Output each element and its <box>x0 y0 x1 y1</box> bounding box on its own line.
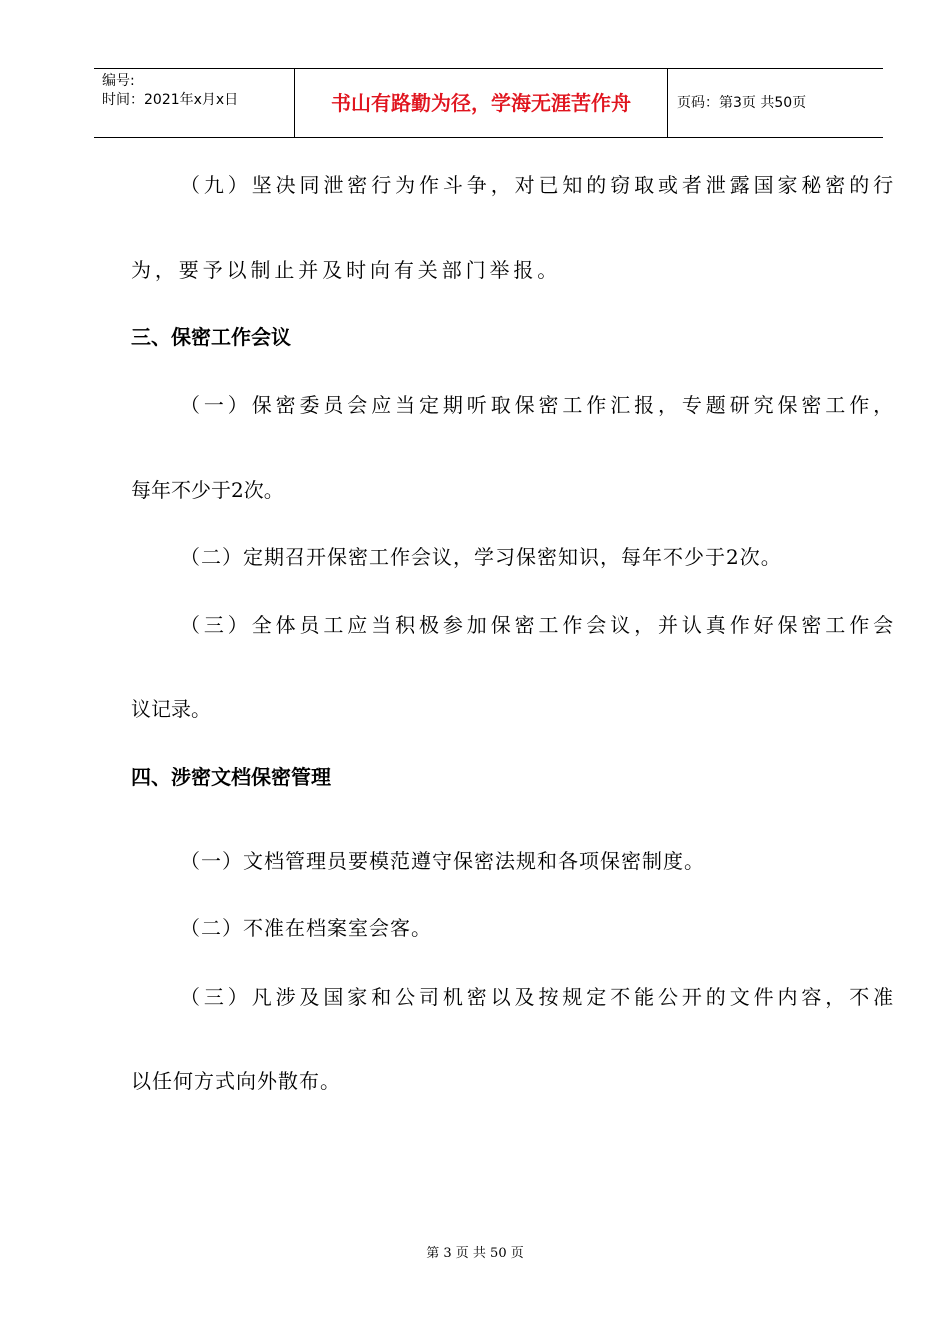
paragraph-line: （一）文档管理员要模范遵守保密法规和各项保密制度。 <box>180 849 705 873</box>
section-heading: 三、保密工作会议 <box>131 325 291 349</box>
paragraph-line: 为，要予以制止并及时向有关部门举报。 <box>131 258 562 282</box>
section-heading: 四、涉密文档保密管理 <box>131 765 331 789</box>
header-page-cell <box>668 69 883 137</box>
paragraph-line: 每年不少于2次。 <box>131 478 284 502</box>
header-info-cell <box>94 69 295 137</box>
page-footer: 第 3 页 共 50 页 <box>426 1246 524 1261</box>
date-label: 时间：2021年x月x日 <box>102 92 239 108</box>
paragraph-line: 以任何方式向外散布。 <box>131 1069 341 1093</box>
paragraph-line: （二）定期召开保密工作会议，学习保密知识，每年不少于2次。 <box>180 545 782 569</box>
paragraph-line: （九）坚决同泄密行为作斗争，对已知的窃取或者泄露国家秘密的行 <box>180 173 897 197</box>
paragraph-line: （一）保密委员会应当定期听取保密工作汇报，专题研究保密工作， <box>180 393 897 417</box>
paragraph-line: （二）不准在档案室会客。 <box>180 916 432 940</box>
header-motto: 书山有路勤为径，学海无涯苦作舟 <box>331 91 631 115</box>
header-motto-cell <box>295 69 668 137</box>
page-header <box>94 68 883 138</box>
serial-number-label: 编号: <box>102 73 135 89</box>
header-page-number: 页码：第3页 共50页 <box>677 95 807 111</box>
paragraph-line: （三）全体员工应当积极参加保密工作会议，并认真作好保密工作会 <box>180 613 897 637</box>
paragraph-line: 议记录。 <box>131 697 211 721</box>
paragraph-line: （三）凡涉及国家和公司机密以及按规定不能公开的文件内容，不准 <box>180 985 897 1009</box>
